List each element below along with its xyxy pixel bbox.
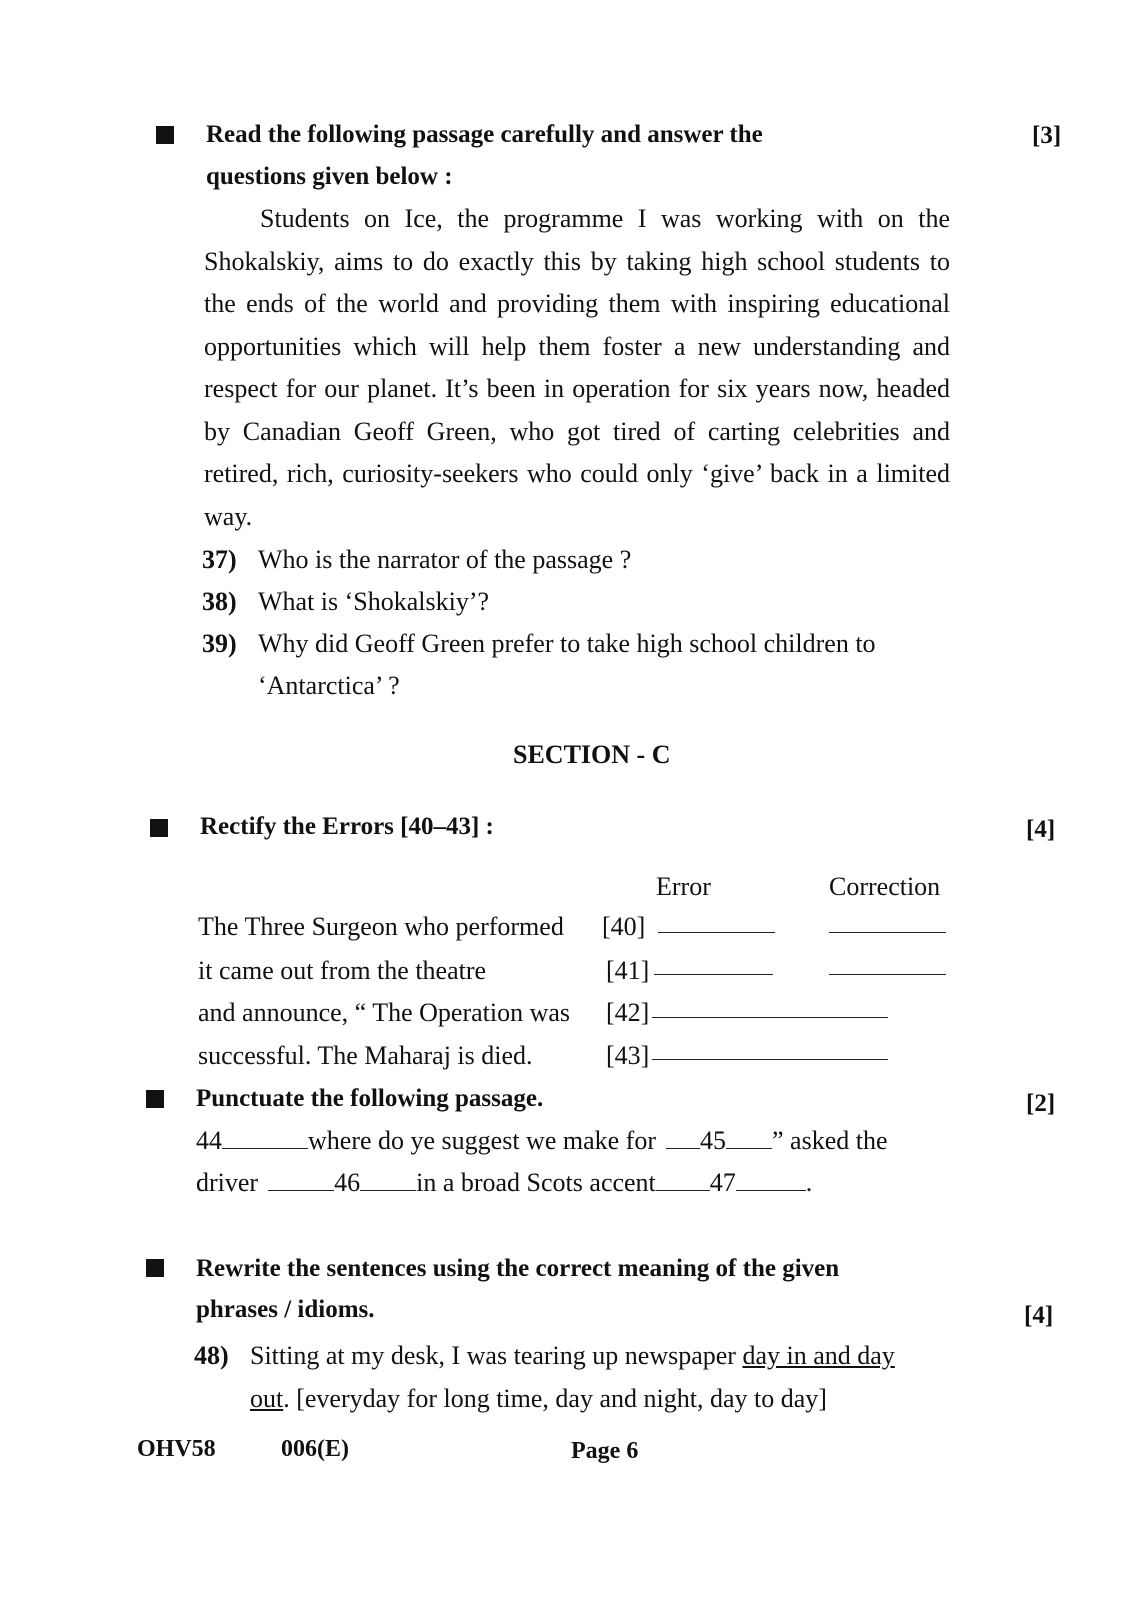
question-39	[202, 623, 876, 665]
rectify-heading: Rectify the Errors [40–43] :	[200, 813, 494, 840]
reading-passage: Students on Ice, the programme I was working with on the Shokalskiy, aims to do exactly this by taking high school students to the ends of the world and providing them with inspiring educational opportunities which will help them foster a new understanding and respect for our planet. It’s been in operation for six years now, headed by Canadian Geoff Green, who got tired of carting celebrities and retired, rich, curiosity-seekers who could only ‘give’ back in a limited way.	[204, 204, 950, 531]
passage-text: in a broad Scots accent	[416, 1168, 656, 1197]
idioms-heading-line2: phrases / idioms.	[196, 1296, 375, 1323]
rectify-marks: [4]	[1026, 816, 1056, 843]
question-38	[202, 581, 489, 623]
question-text: What is ‘Shokalskiy’?	[258, 587, 490, 616]
error-blank-43	[652, 1059, 888, 1060]
question-number: 48)	[194, 1341, 229, 1370]
error-blank-40	[658, 932, 775, 933]
punctuation-blank	[656, 1168, 710, 1191]
idioms-marks: [4]	[1024, 1302, 1054, 1329]
punctuate-line-2	[196, 1168, 812, 1198]
punctuation-blank	[360, 1168, 416, 1191]
bullet-square-icon	[146, 1259, 164, 1277]
correction-column-header: Correction	[829, 872, 941, 901]
question-text: Why did Geoff Green prefer to take high school children to	[258, 629, 876, 658]
reading-heading-line1: Read the following passage carefully and answer the	[206, 121, 763, 148]
correction-blank-41	[829, 974, 946, 975]
reading-marks: [3]	[1032, 122, 1062, 149]
correction-blank-40	[829, 932, 946, 933]
error-blank-41	[654, 974, 773, 975]
error-row-43-number: [43]	[606, 1041, 650, 1070]
passage-text: driver	[196, 1168, 259, 1197]
bullet-square-icon	[150, 819, 168, 837]
passage-text: ” asked the	[772, 1126, 888, 1155]
punctuation-blank	[666, 1126, 700, 1149]
punctuation-blank	[222, 1126, 308, 1149]
footer-paper: 006(E)	[281, 1436, 349, 1462]
bullet-square-icon	[156, 126, 174, 144]
question-number: 38)	[202, 587, 237, 616]
blank-number-47: 47	[709, 1168, 736, 1197]
page-number: Page 6	[571, 1438, 639, 1464]
idioms-heading-line1: Rewrite the sentences using the correct meaning of the given	[196, 1255, 840, 1282]
reading-heading-line2: questions given below :	[206, 163, 453, 190]
punctuation-blank	[268, 1168, 334, 1191]
blank-number-44: 44	[196, 1126, 222, 1155]
error-blank-42	[652, 1017, 888, 1018]
idiom-phrase: out	[250, 1384, 284, 1413]
punctuate-heading: Punctuate the following passage.	[196, 1085, 544, 1112]
question-number: 37)	[202, 545, 237, 574]
question-number: 39)	[202, 629, 237, 658]
bullet-square-icon	[146, 1090, 164, 1108]
question-37	[202, 539, 631, 581]
error-row-40-number: [40]	[602, 912, 646, 941]
error-row-42-text: and announce, “ The Operation was	[198, 998, 571, 1027]
blank-number-45: 45	[700, 1126, 726, 1155]
punctuate-marks: [2]	[1026, 1090, 1056, 1117]
question-48-continuation	[250, 1378, 827, 1420]
error-row-42-number: [42]	[606, 998, 650, 1027]
question-39-continuation: ‘Antarctica’ ?	[258, 671, 400, 700]
punctuate-line-1	[196, 1126, 888, 1156]
punctuation-blank	[736, 1168, 806, 1191]
question-text: Sitting at my desk, I was tearing up newspaper	[250, 1341, 743, 1370]
question-text: Who is the narrator of the passage ?	[258, 545, 632, 574]
question-48	[194, 1335, 895, 1377]
punctuation-blank	[726, 1126, 772, 1149]
error-row-41-text: it came out from the theatre	[198, 956, 487, 985]
blank-number-46: 46	[334, 1168, 361, 1197]
section-title: SECTION - C	[513, 740, 671, 769]
error-row-43-text: successful. The Maharaj is died.	[198, 1041, 533, 1070]
question-text: . [everyday for long time, day and night, day to day]	[283, 1384, 827, 1413]
error-row-41-number: [41]	[606, 956, 650, 985]
passage-text: .	[805, 1168, 813, 1197]
idiom-phrase: day in and day	[742, 1341, 895, 1370]
error-row-40-text: The Three Surgeon who performed	[198, 912, 564, 941]
error-column-header: Error	[656, 872, 711, 901]
footer-code: OHV58	[137, 1436, 216, 1462]
passage-text: where do ye suggest we make for	[308, 1126, 656, 1155]
